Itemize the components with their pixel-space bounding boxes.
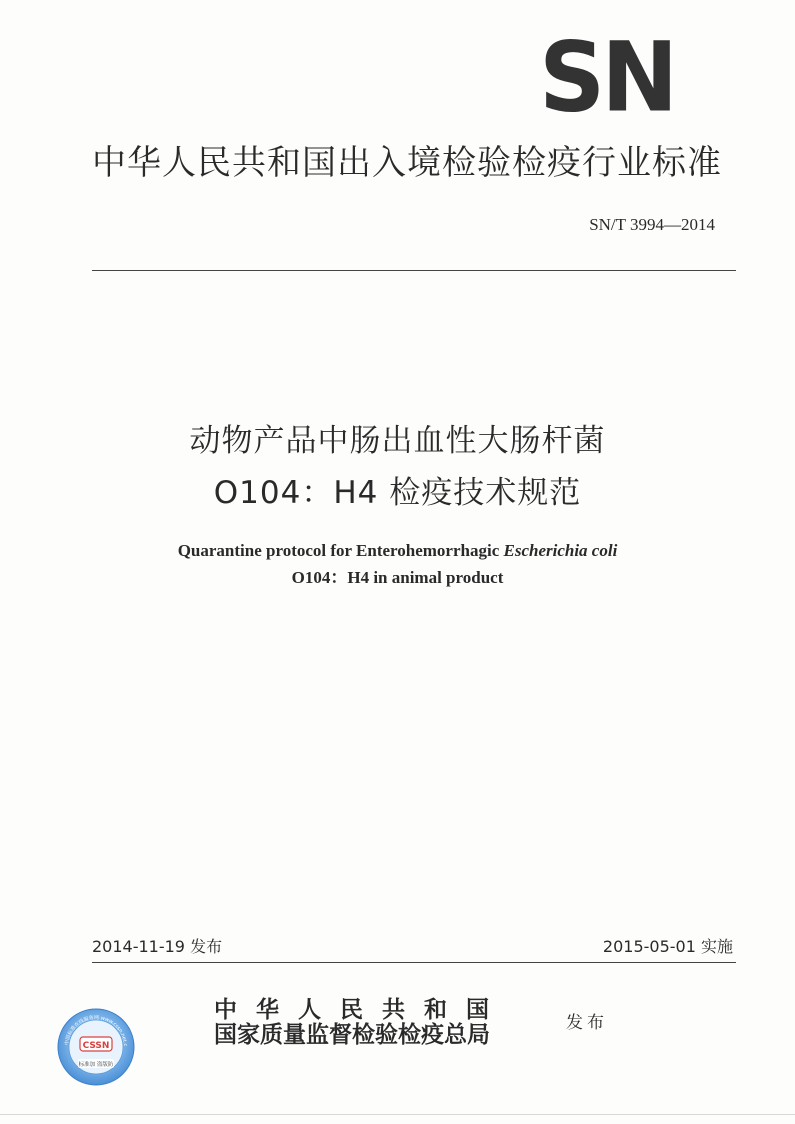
issue-label: 发布 — [566, 1013, 608, 1033]
page-bottom-edge — [0, 1114, 795, 1115]
title-english-line1 — [0, 540, 795, 562]
seal-ring-text: 中国标准在线服务网 www.cssn.net.c — [63, 1014, 129, 1047]
seal-center-text: CSSN — [82, 1041, 110, 1051]
top-divider — [92, 270, 736, 271]
organization-title: 中华人民共和国出入境检验检疫行业标准 — [92, 143, 722, 183]
issuer-line1: 中华人民共和国 — [214, 996, 508, 1023]
sn-logo: SN — [539, 21, 675, 134]
seal-icon — [56, 1007, 136, 1087]
title-english-line2: O104：H4 in animal product — [291, 568, 504, 587]
title-english-prefix: Quarantine protocol for Enterohemorrhagic — [177, 541, 504, 560]
standard-code: SN/T 3994—2014 — [589, 215, 715, 234]
title-english-species: Escherichia coli — [503, 541, 618, 560]
issue-date: 2014-11-19 发布 — [92, 937, 223, 956]
implementation-date: 2015-05-01 实施 — [602, 937, 733, 956]
title-chinese-line1: 动物产品中肠出血性大肠杆菌 — [189, 423, 606, 459]
seal-bottom-text: 标准加 盗版防 — [78, 1062, 114, 1068]
bottom-divider — [92, 962, 736, 963]
anti-counterfeit-seal — [56, 1007, 136, 1087]
issuer-line2: 国家质量监督检验检疫总局 — [214, 1021, 490, 1048]
title-chinese-line2: O104：H4 检疫技术规范 — [213, 475, 582, 511]
